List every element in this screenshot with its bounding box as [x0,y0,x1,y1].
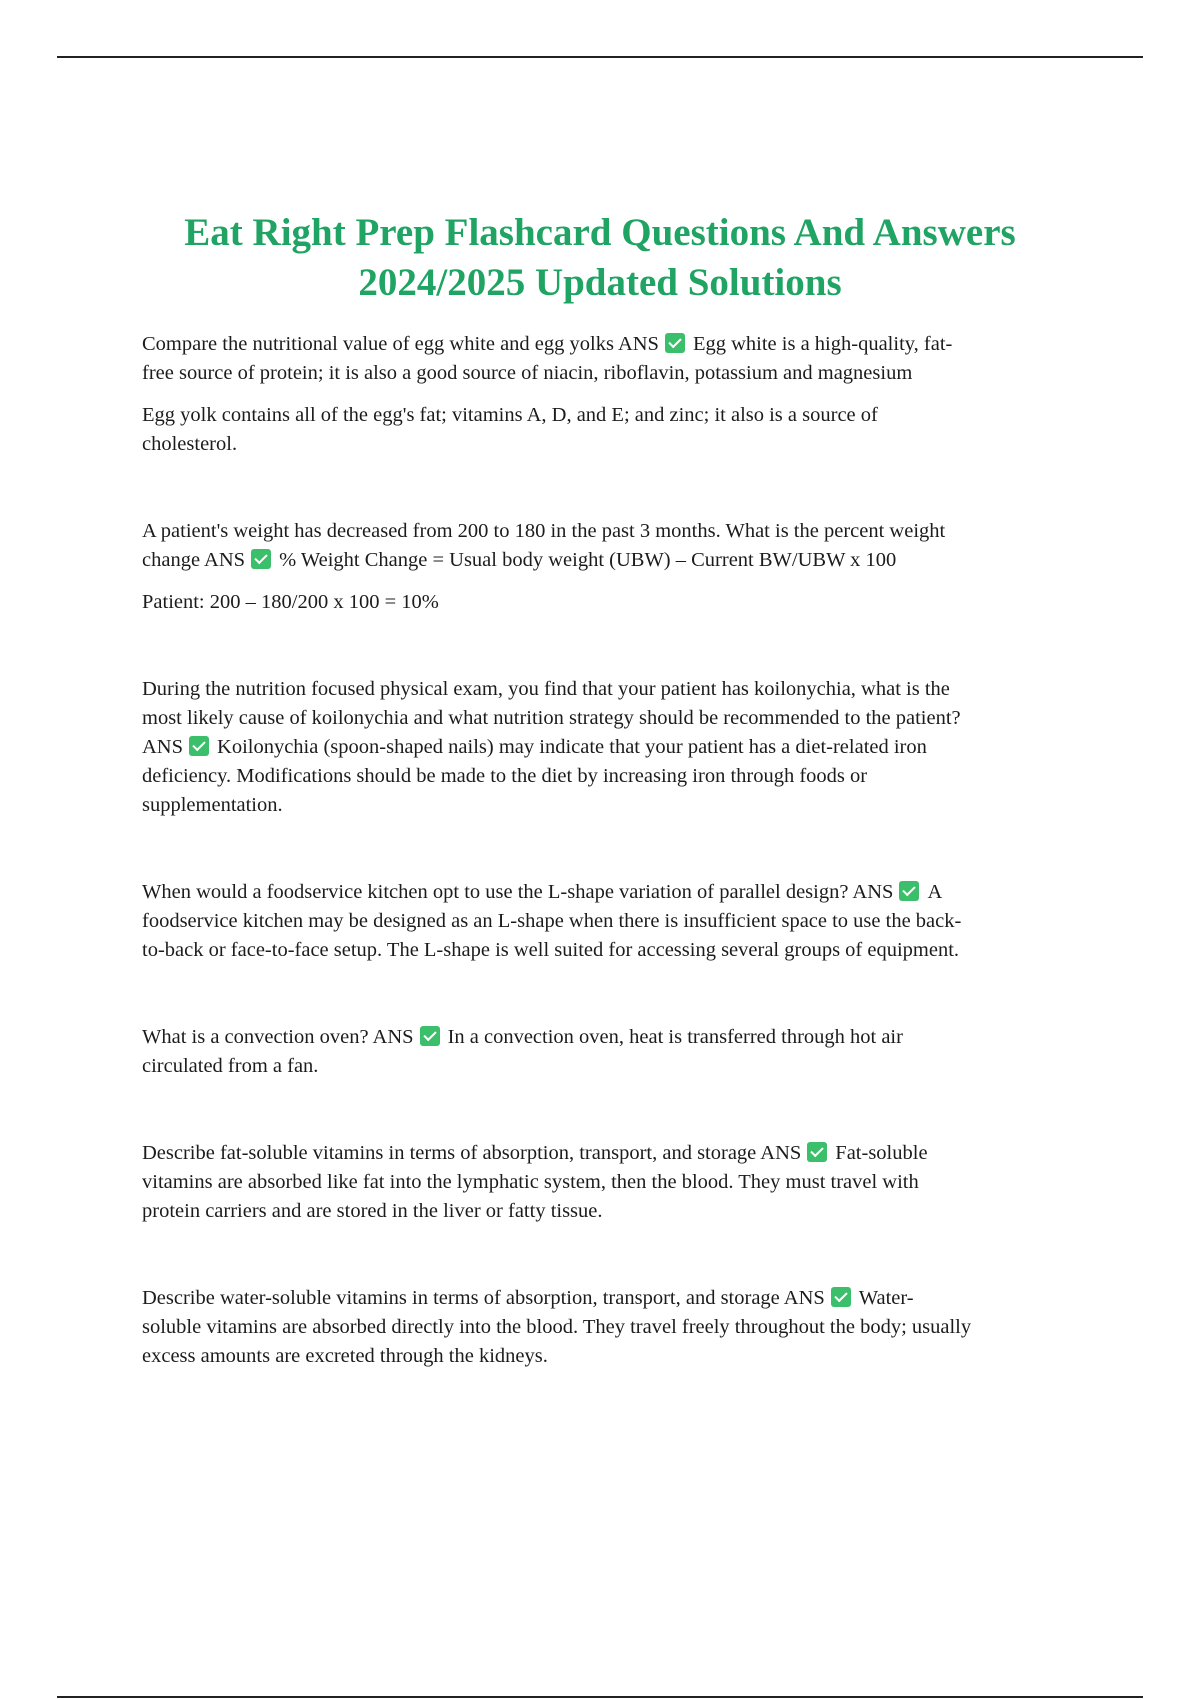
check-mark-icon [831,1287,851,1307]
flashcard-question-answer [142,517,1062,575]
text-segment: ANS [142,736,184,758]
text-line: Egg yolk contains all of the egg's fat; vitamins A, D, and E; and zinc; it also is a source of [142,404,878,426]
text-line [142,1052,1062,1081]
qa-spacer [142,820,1062,878]
text-line: cholesterol. [142,433,238,455]
document-title [150,208,1050,308]
flashcard-item [142,1023,1062,1081]
text-segment: most likely cause of koilonychia and what nutrition strategy should be recommended to the patient? [142,707,961,729]
qa-spacer [142,1081,1062,1139]
text-line [142,791,1062,820]
flashcard-item [142,517,1062,617]
answer-text: A [927,881,943,903]
text-segment: deficiency. Modifications should be made to the diet by increasing iron through foods or [142,765,868,787]
check-mark-icon [189,736,209,756]
text-line [142,1197,1062,1226]
flashcard-item [142,878,1062,965]
text-line [142,517,1062,546]
text-segment: A patient's weight has decreased from 200 to 180 in the past 3 months. What is the percent weight [142,520,946,542]
answer-text: In a convection oven, heat is transferred through hot air [447,1026,903,1048]
flashcard-item [142,675,1062,820]
check-mark-icon [251,549,271,569]
answer-text: Water- [858,1287,914,1309]
text-segment: change ANS [142,549,246,571]
check-mark-icon [420,1026,440,1046]
answer-text: Koilonychia (spoon-shaped nails) may indicate that your patient has a diet-related iron [217,736,927,758]
text-line [142,704,1062,733]
text-segment: Describe water-soluble vitamins in terms of absorption, transport, and storage ANS [142,1287,825,1309]
qa-spacer [142,1226,1062,1284]
flashcard-list [142,330,1062,1371]
flashcard-question-answer [142,1284,1062,1371]
text-line [142,762,1062,791]
answer-text: Egg white is a high-quality, fat- [692,333,953,355]
flashcard-item [142,330,1062,459]
text-segment: protein carriers and are stored in the liver or fatty tissue. [142,1200,603,1222]
flashcard-item [142,1284,1062,1371]
text-line [142,1023,1062,1052]
text-segment: What is a convection oven? ANS [142,1026,414,1048]
text-line [142,936,1062,965]
text-segment: Describe fat-soluble vitamins in terms of absorption, transport, and storage ANS [142,1142,802,1164]
title-line-2: 2024/2025 Updated Solutions [358,261,842,304]
text-line [142,546,1062,575]
text-line [142,878,1062,907]
text-line [142,1139,1062,1168]
answer-text: % Weight Change = Usual body weight (UBW) – Current BW/UBW x 100 [279,549,897,571]
answer-text: Fat-soluble [835,1142,928,1164]
flashcard-extra-note [142,401,1062,459]
text-line [142,330,1062,359]
text-segment: foodservice kitchen may be designed as an L-shape when there is insufficient space to use the back- [142,910,962,932]
flashcard-question-answer [142,878,1062,965]
text-segment: During the nutrition focused physical exam, you find that your patient has koilonychia, what is the [142,678,950,700]
text-segment: to-back or face-to-face setup. The L-shape is well suited for accessing several groups of equipment. [142,939,960,961]
text-line [142,1313,1062,1342]
flashcard-extra-note [142,588,1062,617]
text-segment: vitamins are absorbed like fat into the lymphatic system, then the blood. They must travel with [142,1171,919,1193]
flashcard-question-answer [142,330,1062,388]
text-segment: soluble vitamins are absorbed directly into the blood. They travel freely throughout the body; usually [142,1316,972,1338]
text-segment: free source of protein; it is also a good source of niacin, riboflavin, potassium and magnesium [142,362,913,384]
flashcard-question-answer [142,1139,1062,1226]
check-mark-icon [807,1142,827,1162]
qa-spacer [142,617,1062,675]
text-line [142,675,1062,704]
text-segment: excess amounts are excreted through the kidneys. [142,1345,548,1367]
text-line: Patient: 200 – 180/200 x 100 = 10% [142,591,439,613]
text-segment: When would a foodservice kitchen opt to use the L-shape variation of parallel design? ANS [142,881,894,903]
flashcard-question-answer [142,1023,1062,1081]
title-line-1: Eat Right Prep Flashcard Questions And Answers [184,211,1016,254]
text-line [142,1168,1062,1197]
qa-spacer [142,965,1062,1023]
text-line [142,733,1062,762]
text-line [142,359,1062,388]
text-line [142,907,1062,936]
check-mark-icon [665,333,685,353]
flashcard-item [142,1139,1062,1226]
text-segment: circulated from a fan. [142,1055,319,1077]
text-segment: supplementation. [142,794,283,816]
text-line [142,1342,1062,1371]
bottom-rule [57,1696,1143,1698]
check-mark-icon [899,881,919,901]
text-line [142,1284,1062,1313]
flashcard-question-answer [142,675,1062,820]
text-segment: Compare the nutritional value of egg white and egg yolks ANS [142,333,659,355]
qa-spacer [142,459,1062,517]
top-rule [57,56,1143,58]
